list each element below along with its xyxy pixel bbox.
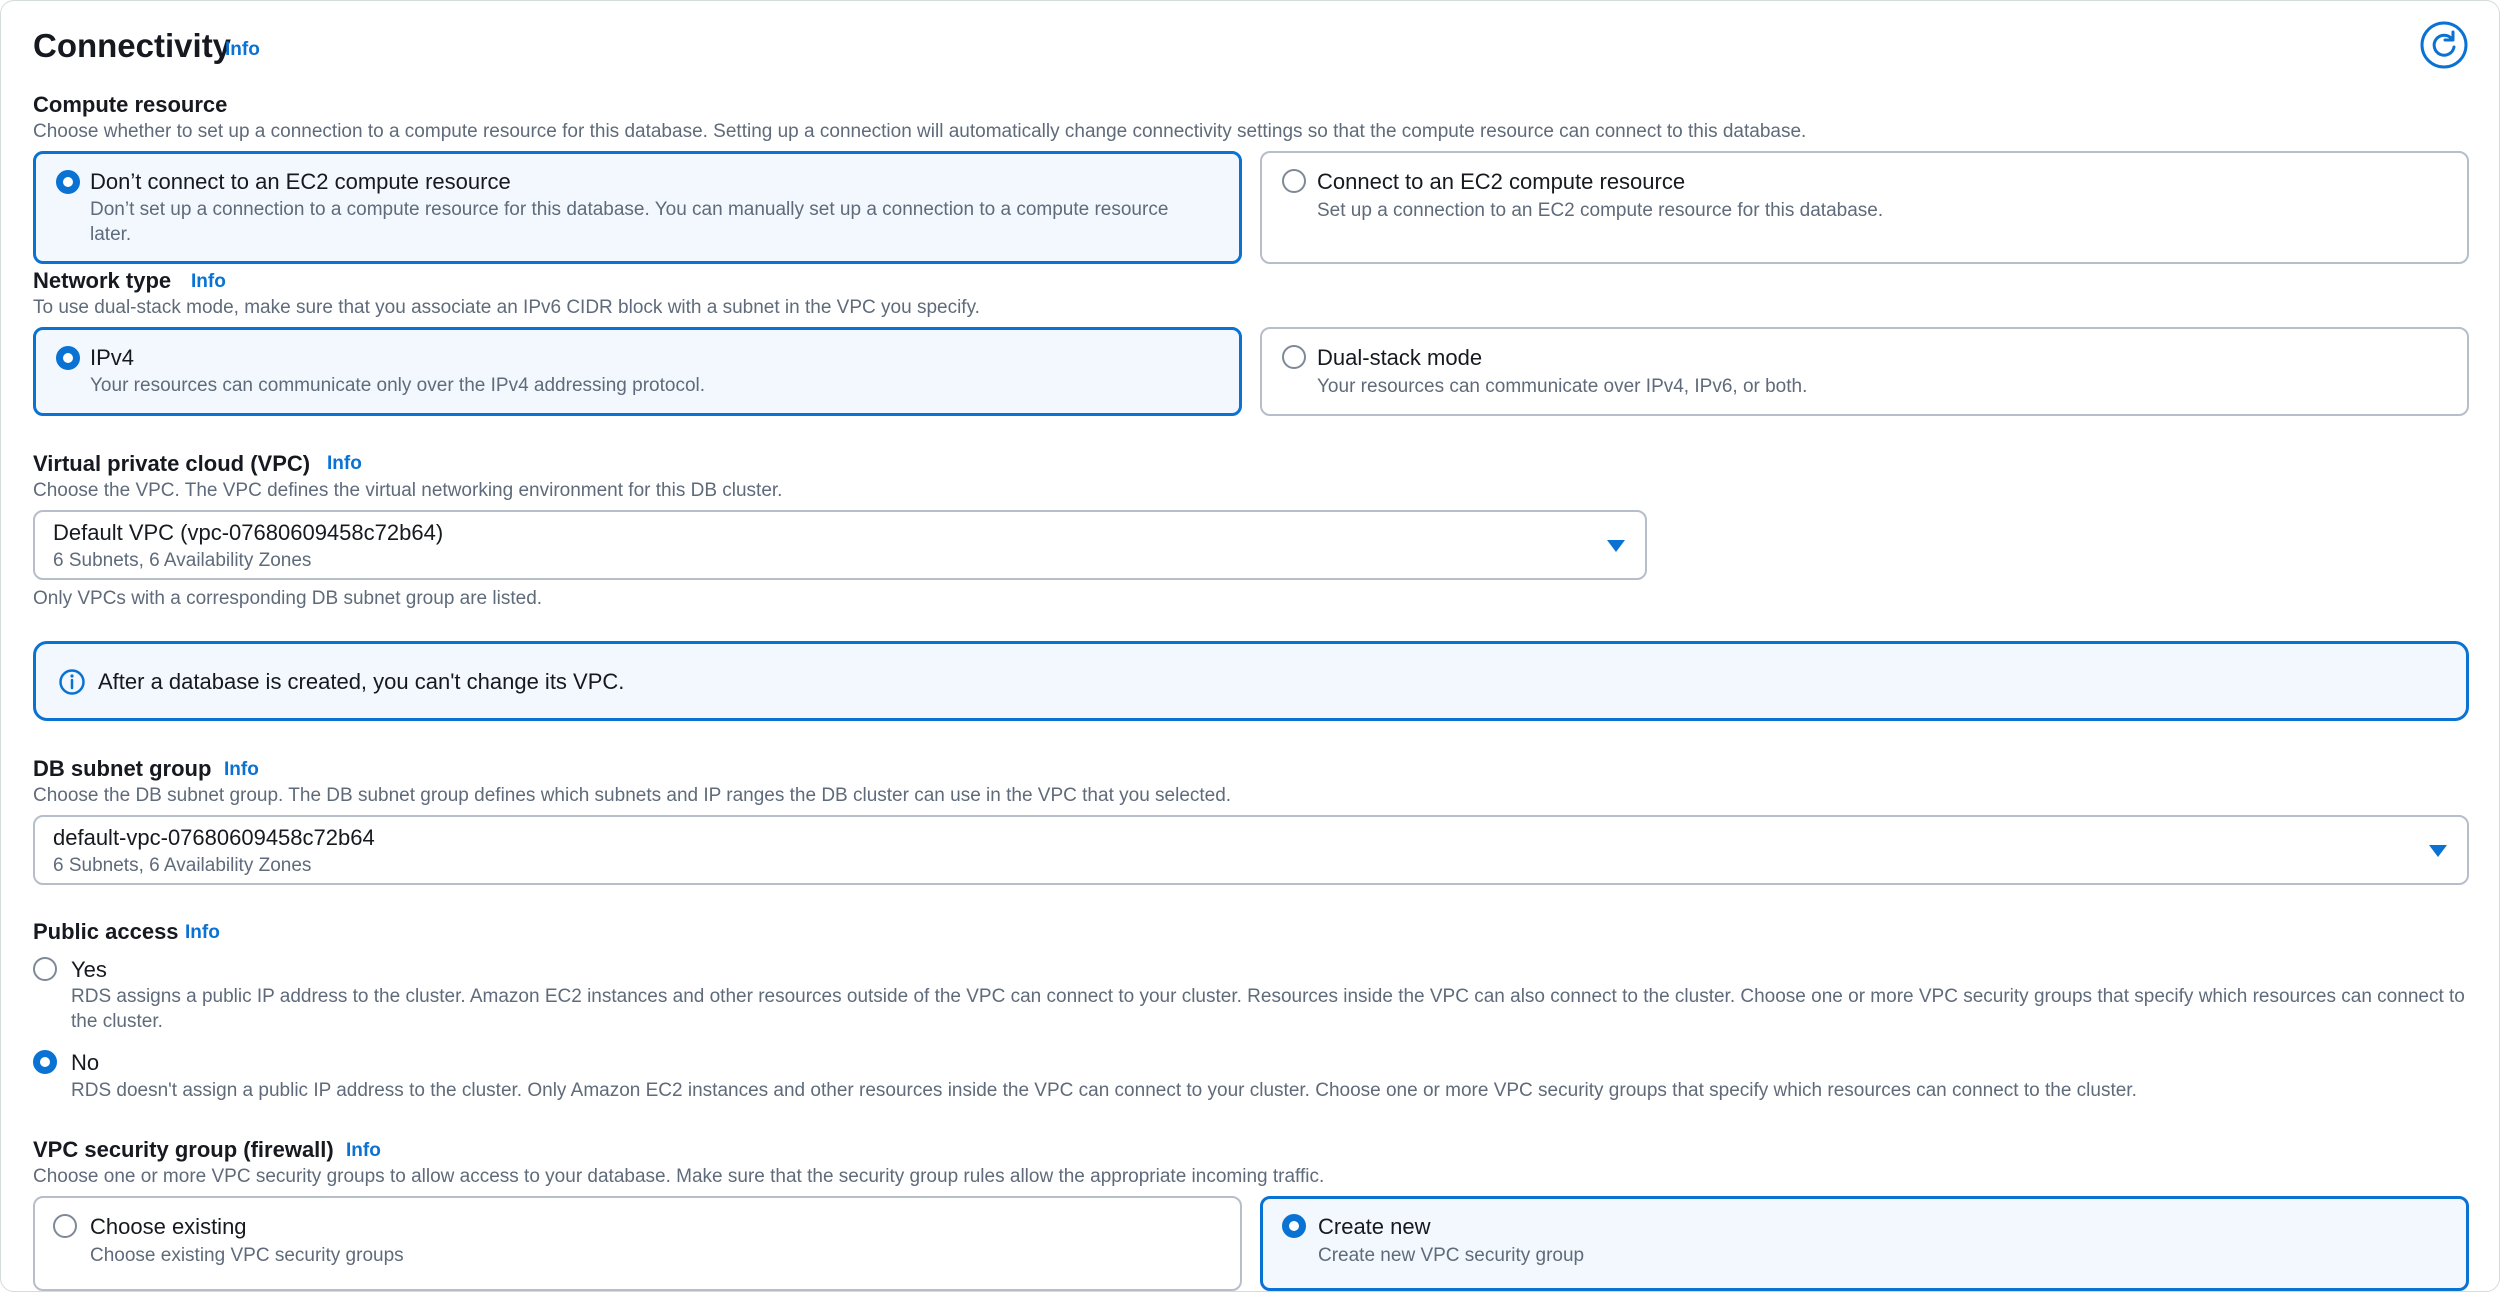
vpc-label: Virtual private cloud (VPC)	[33, 451, 311, 476]
option-title: Connect to an EC2 compute resource	[1317, 169, 1686, 194]
subnet-selected-subtext: 6 Subnets, 6 Availability Zones	[53, 855, 312, 876]
page-title: Connectivity	[33, 27, 232, 64]
option-title: Dual-stack mode	[1317, 345, 1483, 370]
radio-choose-existing-sg[interactable]	[53, 1214, 77, 1238]
radio-connect-ec2[interactable]	[1282, 169, 1306, 193]
option-description-line-1: RDS assigns a public IP address to the cluster. Amazon EC2 instances and other resources outside of the VPC can connect to your cluster. Resources inside the VPC can also connect to the cluster. Choose one or more VPC security groups that specify which resources can connect to	[71, 986, 2465, 1007]
option-ipv4[interactable]	[33, 327, 1242, 416]
option-description	[90, 197, 1230, 247]
db-subnet-group-info-link[interactable]: Info	[224, 759, 259, 780]
option-connect-ec2[interactable]	[1260, 151, 2469, 264]
db-subnet-group-label: DB subnet group	[33, 756, 212, 781]
option-title: Don’t connect to an EC2 compute resource	[90, 169, 511, 194]
security-group-description: Choose one or more VPC security groups to allow access to your database. Make sure that the security group rules allow the appropriate incoming traffic.	[33, 1166, 1325, 1187]
public-access-option-no[interactable]	[33, 1048, 2473, 1104]
option-description-line-2: later.	[90, 224, 132, 245]
caret-down-icon	[2429, 845, 2447, 857]
option-title: Choose existing	[90, 1214, 247, 1239]
option-dont-connect-ec2[interactable]	[33, 151, 1242, 264]
option-create-new-sg[interactable]	[1260, 1196, 2469, 1291]
option-description: Choose existing VPC security groups	[90, 1245, 404, 1266]
subnet-selected-value: default-vpc-07680609458c72b64	[53, 825, 375, 850]
vpc-info-link[interactable]: Info	[327, 453, 362, 474]
option-choose-existing-sg[interactable]	[33, 1196, 1242, 1291]
option-description: Create new VPC security group	[1318, 1245, 1585, 1266]
db-subnet-group-select[interactable]	[33, 815, 2469, 885]
radio-ipv4[interactable]	[56, 346, 80, 370]
network-type-description: To use dual-stack mode, make sure that you associate an IPv6 CIDR block with a subnet in the VPC you specify.	[33, 297, 980, 318]
option-description: Set up a connection to an EC2 compute resource for this database.	[1317, 200, 1884, 221]
public-access-option-yes[interactable]	[33, 955, 2473, 1035]
info-circle-icon	[58, 668, 86, 696]
vpc-info-alert	[33, 641, 2469, 721]
network-type-label: Network type	[33, 268, 172, 293]
option-description-line-1: Don’t set up a connection to a compute resource for this database. You can manually set up a connection to a compute resource	[90, 199, 1169, 220]
radio-public-access-no[interactable]	[33, 1050, 57, 1074]
vpc-alert-text: After a database is created, you can't change its VPC.	[98, 669, 625, 694]
caret-down-icon	[1607, 540, 1625, 552]
public-access-label: Public access	[33, 919, 179, 944]
option-title: Yes	[71, 957, 107, 982]
security-group-info-link[interactable]: Info	[346, 1140, 381, 1161]
vpc-description: Choose the VPC. The VPC defines the virtual networking environment for this DB cluster.	[33, 480, 783, 501]
radio-public-access-yes[interactable]	[33, 957, 57, 981]
vpc-hint: Only VPCs with a corresponding DB subnet group are listed.	[33, 588, 543, 609]
option-description: RDS doesn't assign a public IP address to the cluster. Only Amazon EC2 instances and other resources inside the VPC can connect to your cluster. Choose one or more VPC security groups that specify which resources can connect to the cluster.	[71, 1080, 2137, 1101]
refresh-button[interactable]	[2419, 20, 2469, 70]
option-description: Your resources can communicate only over the IPv4 addressing protocol.	[90, 375, 706, 396]
option-title: No	[71, 1050, 100, 1075]
vpc-select[interactable]	[33, 510, 1647, 580]
connectivity-info-link[interactable]: Info	[225, 39, 260, 60]
radio-create-new-sg[interactable]	[1282, 1214, 1306, 1238]
radio-dual-stack[interactable]	[1282, 345, 1306, 369]
option-dual-stack[interactable]	[1260, 327, 2469, 416]
db-subnet-group-description: Choose the DB subnet group. The DB subnet group defines which subnets and IP ranges the DB cluster can use in the VPC that you selected.	[33, 785, 1232, 806]
compute-resource-description: Choose whether to set up a connection to a compute resource for this database. Setting up a connection will automatically change connectivity settings so that the compute resource can connect to this database.	[33, 121, 1807, 142]
network-type-info-link[interactable]: Info	[191, 271, 226, 292]
public-access-info-link[interactable]: Info	[185, 922, 220, 943]
option-title: IPv4	[90, 345, 135, 370]
vpc-selected-subtext: 6 Subnets, 6 Availability Zones	[53, 550, 312, 571]
security-group-label: VPC security group (firewall)	[33, 1137, 334, 1162]
option-description	[71, 984, 2491, 1034]
radio-dont-connect-ec2[interactable]	[56, 170, 80, 194]
option-description-line-2: the cluster.	[71, 1011, 163, 1032]
compute-resource-label: Compute resource	[33, 92, 228, 117]
option-description: Your resources can communicate over IPv4, IPv6, or both.	[1317, 376, 1808, 397]
refresh-icon	[2419, 20, 2469, 70]
vpc-selected-value: Default VPC (vpc-07680609458c72b64)	[53, 520, 444, 545]
option-title: Create new	[1318, 1214, 1431, 1239]
